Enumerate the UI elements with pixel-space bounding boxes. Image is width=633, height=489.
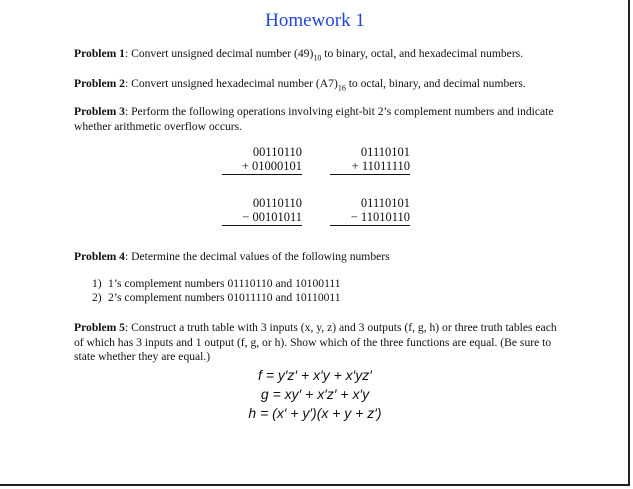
problem-2-text-b: to octal, binary, and decimal numbers.: [345, 77, 526, 90]
problem-3: [74, 105, 558, 134]
operand-top: 00110110: [252, 196, 302, 210]
list-item: [92, 291, 341, 305]
operand-top: 01110101: [360, 145, 410, 159]
problem-3-text: : Perform the following operations involving eight-bit 2’s complement numbers and indicate whether arithmetic overflow occurs.: [74, 105, 554, 133]
operand-bottom: − 11010110: [330, 210, 410, 226]
problem-2-subscript: 16: [337, 83, 346, 93]
operand-bottom: + 01000101: [222, 159, 302, 175]
list-item-text: 2’s complement numbers 01011110 and 10110011: [108, 290, 341, 304]
operand-bottom: + 11011110: [330, 159, 410, 175]
problem-5-text: : Construct a truth table with 3 inputs (x, y, z) and 3 outputs (f, g, h) or three truth tables each of which has 3 inputs and 1 output (f, g, or h). Show which of the three functions are equal. (Be sure to state whether they are equal.): [74, 321, 557, 363]
operation-3: [222, 196, 302, 226]
problem-3-label: Problem 3: [74, 105, 125, 118]
problem-4: [74, 250, 558, 265]
list-item: [92, 277, 341, 291]
equation-f: f = y′z′ + x′y + x′yz′: [258, 367, 372, 383]
equation-h: h = (x′ + y′)(x + y + z′): [248, 405, 382, 421]
operand-top: 01110101: [360, 196, 410, 210]
list-item-number: 1): [92, 277, 102, 290]
problem-1-text-b: to binary, octal, and hexadecimal numbers.: [321, 47, 524, 60]
problem-5-label: Problem 5: [74, 321, 125, 334]
operand-top: 00110110: [252, 145, 302, 159]
problem-2-label: Problem 2: [74, 77, 125, 90]
page-title: Homework 1: [265, 10, 365, 31]
problem-4-text: : Determine the decimal values of the following numbers: [124, 250, 390, 263]
problem-1: [74, 47, 558, 66]
problem-1-subscript: 10: [313, 53, 322, 63]
list-item-text: 1’s complement numbers 01110110 and 10100111: [108, 277, 341, 290]
list-item-number: 2): [92, 290, 102, 304]
operation-4: [330, 196, 410, 226]
problem-5: [74, 321, 558, 365]
operand-bottom: − 00101011: [222, 210, 302, 226]
operation-1: [222, 145, 302, 175]
operation-2: [330, 145, 410, 175]
problem-1-text-a: : Convert unsigned decimal number (49): [124, 47, 314, 60]
problem-4-label: Problem 4: [74, 250, 125, 263]
equation-g: g = xy′ + x′z′ + x′y: [260, 386, 370, 402]
problem-4-list: [92, 277, 341, 304]
problem-1-label: Problem 1: [74, 47, 125, 60]
problem-2: [74, 77, 558, 96]
problem-2-text-a: : Convert unsigned hexadecimal number (A7): [124, 77, 338, 90]
